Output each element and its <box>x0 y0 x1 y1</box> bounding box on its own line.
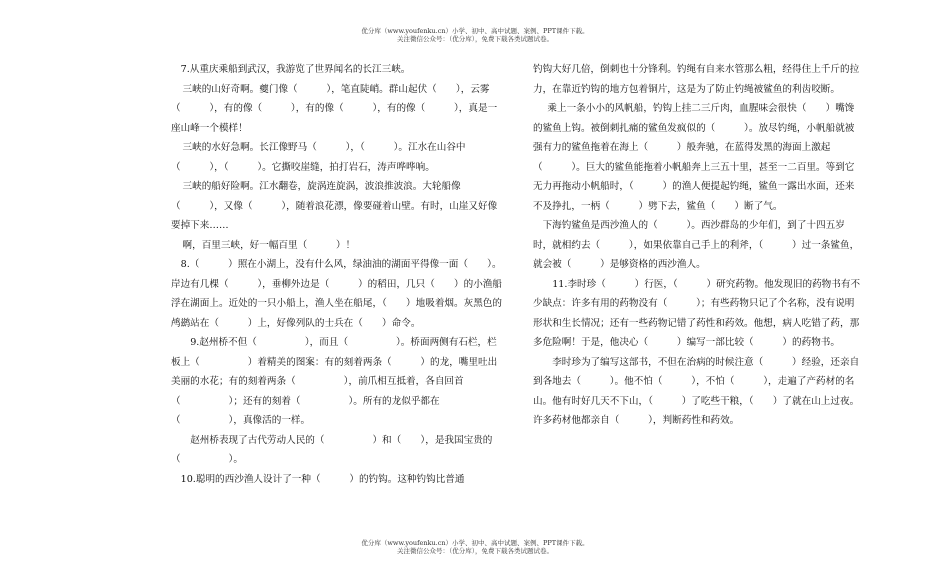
header-line-1: 优分库（www.youfenku.cn）小学、初中、高中试题、案例、PPT课件下载。 <box>361 27 589 35</box>
left-column <box>171 60 503 489</box>
page-footer <box>0 539 950 555</box>
footer-line-2: 关注微信公众号：（优分库），免费下载各类试题试卷。 <box>397 547 553 555</box>
paragraph-mountains: 三峡的山好奇啊。夔门像（ ），笔直陡峭。群山起伏（ ），云雾（ ），有的像（ ），有的像（ ），有的像（ ），真是一座山峰一个模样！ <box>171 83 498 134</box>
paragraph-boats: 三峡的船好险啊。江水翻卷，旋涡连旋涡，波浪推波浪。大轮船像（ ），又像（ ），随着浪花漂，像要碰着山壁。有时，山崖又好像要掉下来…… <box>171 181 498 231</box>
question-10-continued: 钓钩大好几倍，倒刺也十分锋利。钓绳有自来水管那么粗，经得住上千斤的拉力，在靠近钓钩的地方包着铜片，这是为了防止钓绳被鲨鱼的利齿咬断。 <box>533 64 860 95</box>
page-header <box>0 27 950 43</box>
footer-line-1: 优分库（www.youfenku.cn）小学、初中、高中试题、案例、PPT课件下载。 <box>361 539 589 547</box>
question-10-start: 10.聪明的西沙渔人设计了一种（ ）的钓钩。这种钓钩比普通 <box>180 473 465 485</box>
question-11: 11.李时珍（ ）行医，（ ）研究药物。他发现旧的药物书有不少缺点：许多有用的药物没有（ ）；有些药物只记了个名称，没有说明形状和生长情况；还有一些药物记错了药性和药效。他想，病人吃错了药，那多危险啊！于是，他决心（ ）编写一部比较（ ）的药物书。 <box>533 278 861 348</box>
header-line-2: 关注微信公众号：（优分库），免费下载各类试题试卷。 <box>397 35 553 43</box>
question-9: 9.赵州桥不但（ ），而且（ ）。桥面两侧有石栏，栏板上（ ）着精美的图案：有的刻着两条（ ）的龙，嘴里吐出美丽的水花；有的刻着两条（ ），前爪相互抵着，各自回首（ ）；还有的刻着（ ）。所有的龙似乎都在（ ），真像活的一样。 <box>171 337 498 426</box>
paragraph-water: 三峡的水好急啊。长江像野马（ ），（ ）。江水在山谷中（ ），（ ）。它撕咬崖缝，拍打岩石，涛声哗哗响。 <box>171 142 466 173</box>
right-column <box>533 60 861 431</box>
paragraph-summary: 啊，百里三峡，好一幅百里（ ）！ <box>182 239 356 251</box>
paragraph-li-shizhen: 李时珍为了编写这部书，不但在治病的时候注意（ ）经验，还亲自到各地去（ ）。他不怕（ ），不怕（ ），走遍了产药材的名山。他有时好几天不下山，（ ）了吃些干粮，（ ）了就在山上过夜。许多药材他都亲自（ ），判断药性和药效。 <box>533 356 860 426</box>
question-8: 8.（ ）照在小湖上，没有什么风，绿油油的湖面平得像一面（ ）。岸边有几棵（ ），垂柳外边是（ ）的稻田，几只（ ）的小渔船浮在湖面上。近处的一只小船上，渔人坐在船尾，（ ）地吸着烟。灰黑色的鸬鹚站在（ ）上，好像列队的士兵在（ ）命令。 <box>171 259 502 329</box>
question-7-title: 7.从重庆乘船到武汉，我游览了世界闻名的长江三峡。 <box>180 64 411 75</box>
paragraph-zhaozhou-summary: 赵州桥表现了古代劳动人民的（ ）和（ ），是我国宝贵的（ ）。 <box>171 434 493 465</box>
paragraph-xisha-youth: 下海钓鲨鱼是西沙渔人的（ ）。西沙群岛的少年们，到了十四五岁时，就相约去（ ），如果依靠自己手上的利斧，（ ）过一条鲨鱼，就会被（ ）是够资格的西沙渔人。 <box>533 220 860 270</box>
paragraph-shark-fishing: 乘上一条小小的风帆船，钓钩上挂二三斤肉，血腥味会很快（ ）嘴馋的鲨鱼上钩。被倒刺扎痛的鲨鱼发疯似的（ ）。放尽钓绳，小帆船就被强有力的鲨鱼拖着在海上（ ）般奔驰，在蓝得发黑的海面上激起（ ）。巨大的鲨鱼能拖着小帆船奔上三五十里，甚至一二百里。等到它无力再拖动小帆船时，（ ）的渔人便提起钓绳，鲨鱼一露出水面，还来不及挣扎，一柄（ ）劈下去，鲨鱼（ ）断了气。 <box>533 103 855 212</box>
